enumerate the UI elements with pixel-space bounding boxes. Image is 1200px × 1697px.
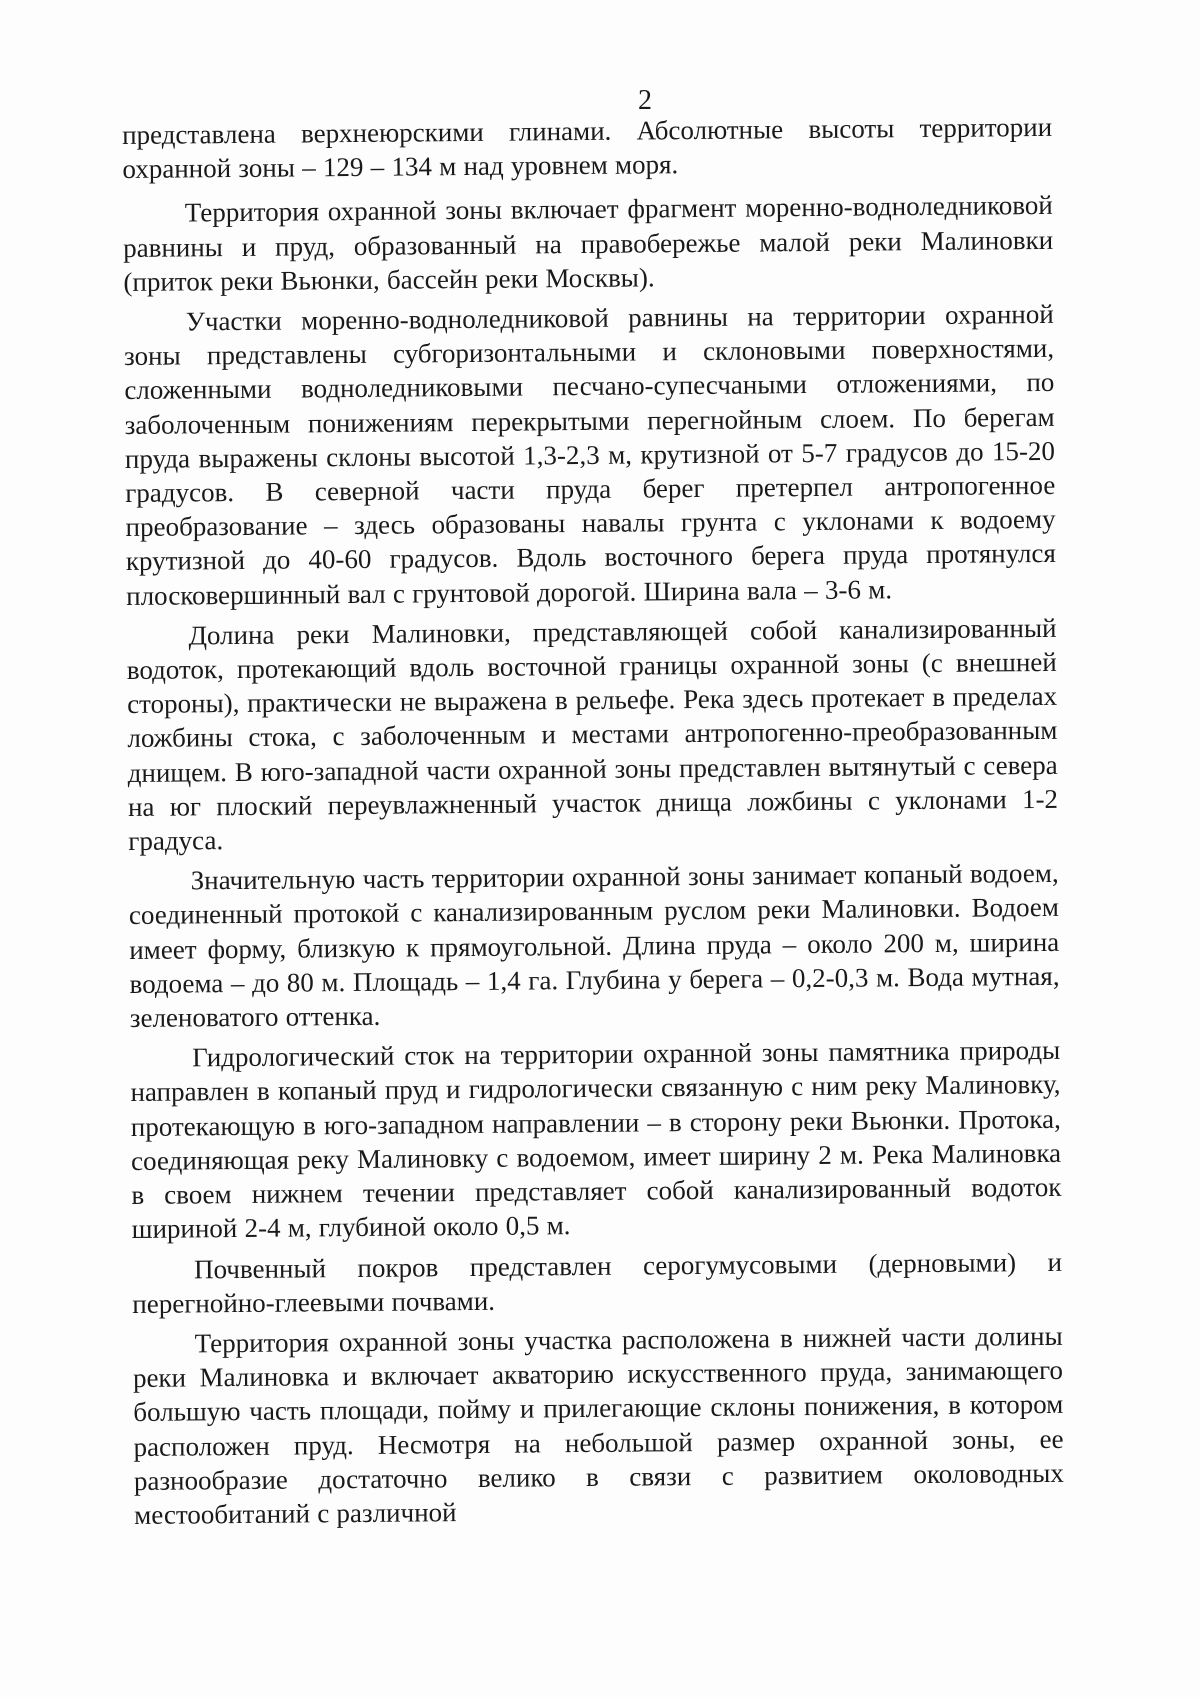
paragraph-river-valley: Долина реки Малиновки, представляющей собой канализированный водоток, протекающий вдоль восточной границы охранной зоны (с внешней стороны), практически не выражена в рельефе. Река здесь протекает в пределах ложбины стока, с заболоченным и местами антропогенно-преобразованным днищем. В юго-западной части охранной зоны представлен вытянутый с севера на юг плоский переувлажненный участок днища ложбины с уклонами 1-2 градуса. xyxy=(126,612,1059,857)
paragraph-pond: Значительную часть территории охранной зоны занимает копаный водоем, соединенный протокой с канализированным руслом реки Малиновки. Водоем имеет форму, близкую к прямоугольной. Длина пруда – около 200 м, ширина водоема – до 80 м. Площадь – 1,4 га. Глубина у берега – 0,2-0,3 м. Вода мутная, зеленоватого оттенка. xyxy=(128,858,1060,1034)
paragraph-plain-relief: Участки моренно-водноледниковой равнины на территории охранной зоны представлены субгоризонтальными и склоновыми поверхностями, сложенными водноледниковыми песчано-супесчаными отложениями, по заболоченным понижениям перекрытыми перегнойным слоем. По берегам пруда выражены склоны высотой 1,3-2,3 м, крутизной от 5-7 градусов до 15-20 градусов. В северной части пруда берег претерпел антропогенное преобразование – здесь образованы навалы грунта с уклонами к водоему крутизной до 40-60 градусов. Вдоль восточного берега пруда протянулся плосковершинный вал с грунтовой дорогой. Ширина вала – 3-6 м. xyxy=(123,298,1056,611)
document-body xyxy=(122,110,1064,1538)
paragraph-biodiversity: Территория охранной зоны участка расположена в нижней части долины реки Малиновка и включает акваторию искусственного пруда, занимающего большую часть площади, пойму и прилегающие склоны понижения, в котором расположен пруд. Несмотря на небольшой размер охранной зоны, ее разнообразие достаточно велико в связи с развитием околоводных местообитаний с различной xyxy=(132,1320,1064,1530)
page-number: 2 xyxy=(638,85,652,116)
paragraph-territory: Территория охранной зоны включает фрагмент моренно-водноледниковой равнины и пруд, образованный на правобережье малой реки Малиновки (приток реки Вьюнки, бассейн реки Москвы). xyxy=(123,190,1054,297)
paragraph-hydrology: Гидрологический сток на территории охранной зоны памятника природы направлен в копаный пруд и гидрологически связанную с ним реку Малиновку, протекающую в юго-западном направлении – в сторону реки Вьюнки. Протока, соединяющая реку Малиновку с водоемом, имеет ширину 2 м. Река Малиновка в своем нижнем течении представляет собой канализированный водоток шириной 2-4 м, глубиной около 0,5 м. xyxy=(130,1035,1062,1245)
paragraph-soil: Почвенный покров представлен серогумусовыми (дерновыми) и перегнойно-глеевыми почвами. xyxy=(132,1246,1063,1319)
paragraph-continuation: представлена верхнеюрскими глинами. Абсолютные высоты территории охранной зоны – 129 – 134 м над уровнем моря. xyxy=(122,111,1053,185)
